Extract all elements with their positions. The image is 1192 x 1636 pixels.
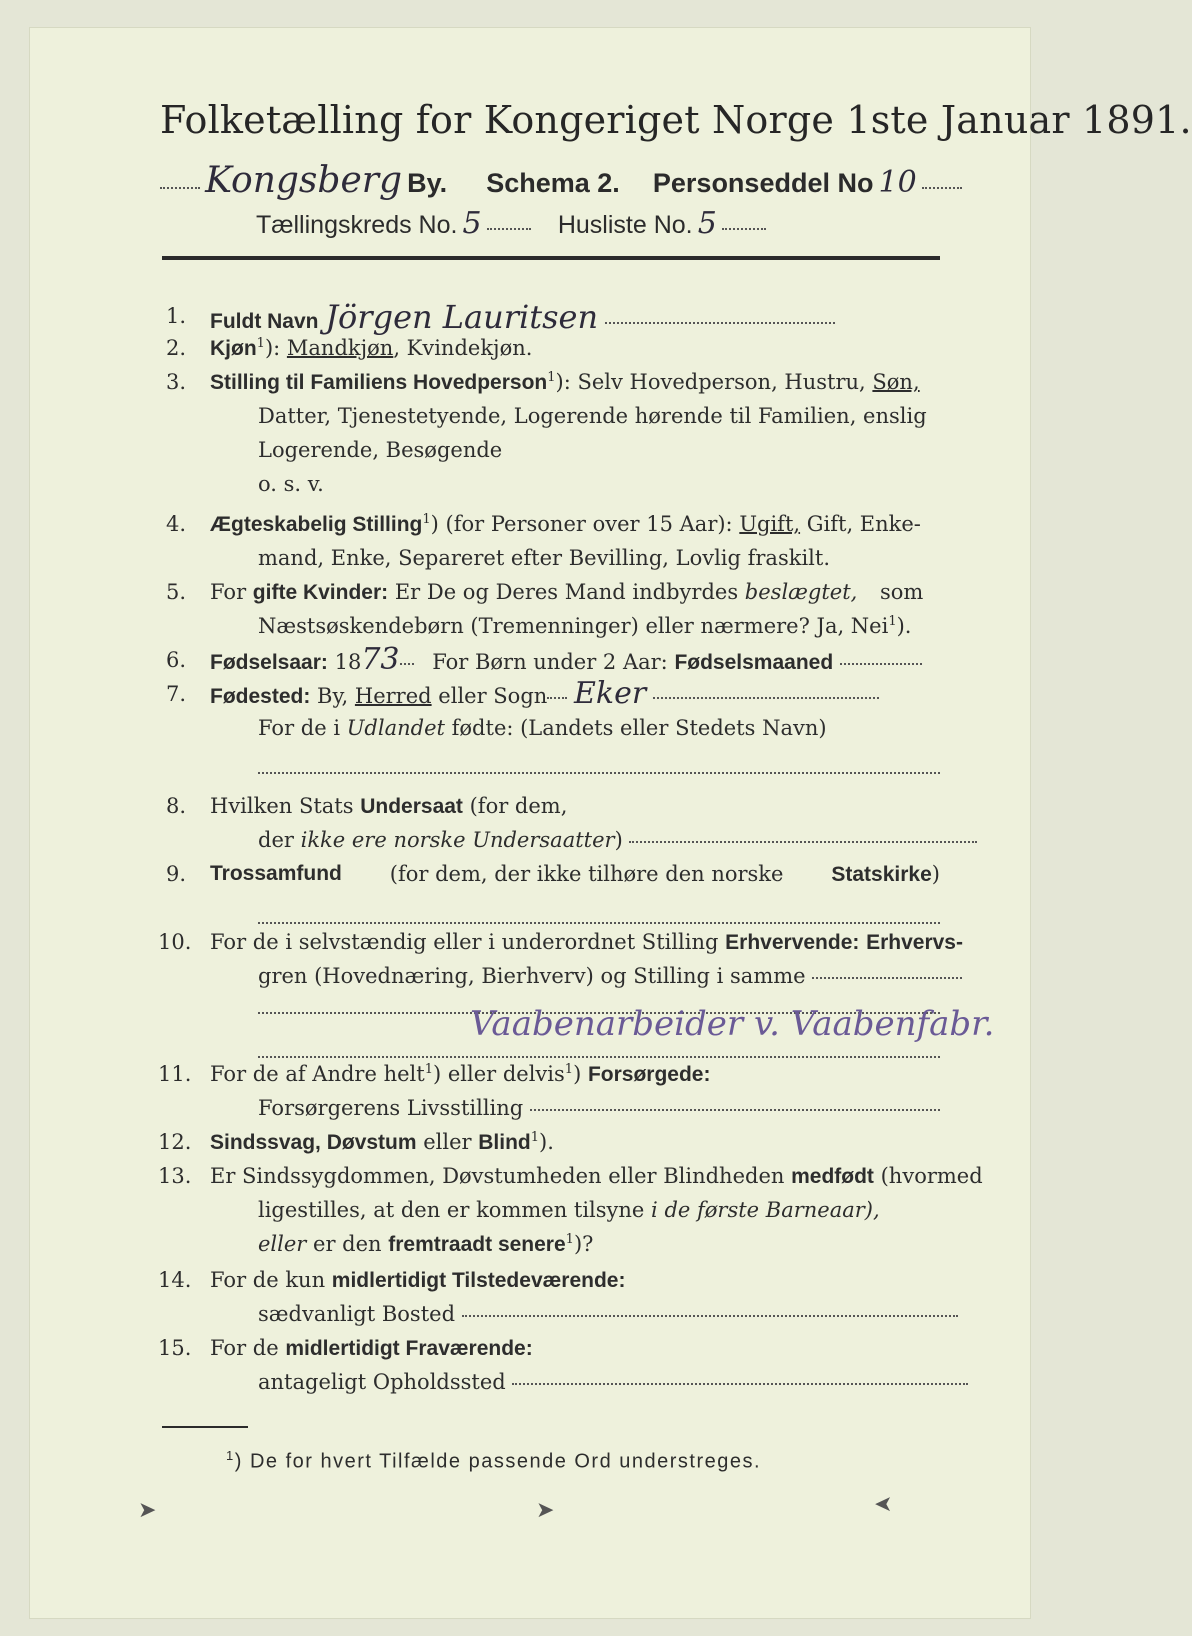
item-3-line-3: Logerende, Besøgende: [258, 438, 503, 462]
item-5-line-2: [258, 614, 911, 638]
item-11-line-1: [210, 1062, 710, 1087]
item-3-line-4: o. s. v.: [258, 472, 324, 496]
scan-mark: ➤: [874, 1492, 893, 1517]
personseddel-label: Personseddel No: [652, 168, 874, 198]
text: Er De og Deres Mand indbyrdes: [394, 580, 739, 604]
item-15-line-1: [210, 1336, 533, 1361]
item-8-line-1: [210, 794, 567, 819]
text: Hvilken Stats: [210, 794, 354, 818]
text: For: [210, 580, 247, 604]
sex-option-male-underlined: Mandkjøn: [286, 336, 394, 360]
item-10-line-1: [210, 930, 963, 955]
item-11-line-2: [258, 1096, 940, 1120]
sex-options-rest: , Kvindekjøn.: [393, 336, 533, 360]
footnote-ref: 1: [564, 1062, 574, 1077]
scan-mark: ➤: [536, 1498, 555, 1523]
congenital-label: medfødt: [791, 1165, 874, 1188]
item-13-line-1: [210, 1164, 983, 1189]
dependents-label: Forsørgede:: [587, 1063, 711, 1086]
footnote-ref: 1: [888, 614, 897, 629]
text: Næstsøskendebørn (Tremenninger) eller nærmere? Ja, Nei: [258, 614, 889, 638]
text-italic: Udlandet: [346, 716, 445, 740]
item-4-line-2: mand, Enke, Separeret efter Bevilling, Lovlig fraskilt.: [258, 546, 831, 570]
full-name-handwritten: Jörgen Lauritsen: [325, 298, 599, 336]
text: ligestilles, at den er kommen tilsyne: [258, 1198, 645, 1222]
text: (for dem,: [469, 794, 568, 818]
footnote-ref: 1: [547, 370, 556, 385]
by-label: By.: [407, 168, 448, 198]
marital-status-label: Ægteskabelig Stilling: [210, 513, 423, 536]
blind-label: Blind: [478, 1131, 531, 1154]
item-number: 9.: [166, 862, 187, 886]
text-italic: ikke ere norske Undersaatter: [300, 828, 615, 852]
item-number: 13.: [158, 1164, 192, 1188]
text: Forsørgerens Livsstilling: [258, 1096, 524, 1120]
item-8-line-2: [258, 828, 977, 852]
subject-label: Undersaat: [360, 795, 463, 818]
occupation-branch-label: Erhvervs-: [866, 931, 963, 954]
footnote: [226, 1448, 761, 1474]
text: For de kun: [210, 1268, 326, 1292]
family-position-options: ): Selv Hovedperson, Hustru,: [555, 370, 866, 394]
herred-underlined: Herred: [354, 684, 432, 708]
sex-label: Kjøn: [210, 337, 257, 360]
item-3-line-1: [210, 370, 920, 395]
item-number: 14.: [158, 1268, 192, 1292]
form-title: Folketælling for Kongeriget Norge 1ste Januar 1891.: [160, 98, 1192, 142]
footnote-text: ) De for hvert Tilfælde passende Ord understreges.: [234, 1450, 762, 1473]
scan-mark: ➤: [138, 1498, 157, 1523]
husliste-number-handwritten: 5: [697, 206, 717, 241]
dotted-line: [258, 762, 940, 781]
text: antageligt Opholdssted: [258, 1370, 506, 1394]
marital-options: Gift, Enke-: [806, 512, 921, 536]
item-number: 1.: [166, 304, 187, 328]
item-13-line-3: [258, 1232, 593, 1257]
item-number: 10.: [158, 930, 192, 954]
text: ).: [539, 1130, 554, 1154]
footnote-ref: 1: [226, 1448, 235, 1463]
text: Er Sindssygdommen, Døvstumheden eller Blindheden: [210, 1164, 785, 1188]
item-3-line-2: Datter, Tjenestetyende, Logerende hørende til Familien, enslig: [258, 404, 927, 428]
birth-year-label: Fødselsaar:: [210, 651, 328, 674]
footnote-ref: 1: [424, 1062, 433, 1077]
text: ) eller delvis: [432, 1062, 565, 1086]
text: fødte: (Landets eller Stedets Navn): [451, 716, 827, 740]
text: er den: [313, 1232, 382, 1256]
text-italic: beslægtet,: [744, 580, 858, 604]
item-5-line-1: [210, 580, 923, 605]
text: ): [931, 862, 940, 886]
family-position-label: Stilling til Familiens Hovedperson: [210, 371, 548, 394]
text: )?: [573, 1232, 594, 1256]
item-4-line-1: [210, 512, 921, 537]
footnote-rule: [162, 1426, 248, 1428]
text: gren (Hovednæring, Bierhverv) og Stilling i samme: [258, 964, 806, 988]
birth-year-handwritten: 73: [361, 642, 400, 677]
dotted-line: [258, 912, 940, 931]
text: ): [573, 1062, 582, 1086]
colon: ):: [264, 336, 281, 360]
schema-label: Schema 2.: [486, 168, 620, 198]
text: som: [880, 580, 924, 604]
item-6: [210, 642, 922, 677]
item-12: [210, 1130, 554, 1155]
text: ).: [896, 614, 912, 638]
full-name-label: Fuldt Navn: [210, 310, 319, 333]
ugift-underlined: Ugift,: [739, 512, 801, 536]
item-10-line-2: [258, 964, 962, 988]
birth-month-label: Fødselsmaaned: [674, 651, 834, 674]
item-14-line-2: [258, 1302, 958, 1326]
item-1: [210, 298, 835, 336]
census-form: [30, 28, 1192, 1618]
item-7-line-2: [258, 716, 827, 740]
religion-label: Trossamfund: [210, 862, 342, 885]
item-7-line-1: [210, 676, 879, 711]
later-onset-label: fremtraadt senere: [388, 1233, 566, 1256]
occupation-handwritten: Vaabenarbeider v. Vaabenfabr.: [470, 1004, 995, 1044]
item-number: 11.: [158, 1062, 192, 1086]
text: der: [258, 828, 294, 852]
item-number: 4.: [166, 512, 187, 536]
married-women-label: gifte Kvinder:: [252, 581, 389, 604]
header-rule: [162, 256, 940, 260]
marital-condition: ) (for Personer over 15 Aar):: [430, 512, 733, 536]
text: For de i: [258, 716, 341, 740]
husliste-label: Husliste No.: [557, 211, 693, 239]
occupation-label: Erhvervende:: [725, 931, 860, 954]
text: ): [614, 828, 623, 852]
temporary-present-label: midlertidigt Tilstedeværende:: [331, 1269, 626, 1292]
footnote-ref: 1: [565, 1232, 574, 1247]
text: eller Sogn: [438, 684, 548, 708]
footnote-ref: 1: [256, 336, 265, 351]
text: For de af Andre helt: [210, 1062, 425, 1086]
footnote-ref: 1: [530, 1130, 540, 1145]
birthplace-handwritten: Eker: [573, 676, 647, 711]
item-number: 15.: [158, 1336, 192, 1360]
son-underlined: Søn,: [872, 370, 920, 394]
birthplace-label: Fødested:: [210, 685, 311, 708]
town-handwritten: Kongsberg: [205, 160, 403, 201]
temporary-absent-label: midlertidigt Fraværende:: [285, 1337, 533, 1360]
item-13-line-2: [258, 1198, 880, 1222]
text: (hvormed: [880, 1164, 983, 1188]
text: sædvanligt Bosted: [258, 1302, 456, 1326]
footnote-ref: 1: [422, 512, 431, 527]
header-line-town: [160, 160, 980, 204]
item-number: 8.: [166, 794, 187, 818]
item-number: 7.: [166, 682, 187, 706]
item-14-line-1: [210, 1268, 625, 1293]
item-2: [210, 336, 532, 361]
text-italic: eller: [258, 1232, 307, 1256]
item-number: 2.: [166, 336, 187, 360]
year-prefix: 18: [334, 650, 362, 674]
state-church-label: Statskirke: [831, 863, 932, 886]
personseddel-number-handwritten: 10: [878, 165, 917, 200]
text: For de: [210, 1336, 279, 1360]
text: (for dem, der ikke tilhøre den norske: [389, 862, 784, 886]
text: By,: [317, 684, 349, 708]
insane-deafmute-label: Sindssvag, Døvstum: [210, 1131, 417, 1154]
text: For Børn under 2 Aar:: [432, 650, 668, 674]
header-line-kreds: [256, 206, 766, 241]
item-9: [210, 862, 940, 887]
kreds-label: Tællingskreds No.: [256, 211, 458, 239]
item-number: 6.: [166, 648, 187, 672]
item-15-line-2: [258, 1370, 968, 1394]
item-number: 3.: [166, 370, 187, 394]
text: eller: [423, 1130, 472, 1154]
item-number: 12.: [158, 1130, 192, 1154]
text-italic: i de første Barneaar),: [651, 1198, 880, 1222]
kreds-number-handwritten: 5: [462, 206, 482, 241]
text: For de i selvstændig eller i underordnet Stilling: [210, 930, 719, 954]
item-number: 5.: [166, 580, 187, 604]
